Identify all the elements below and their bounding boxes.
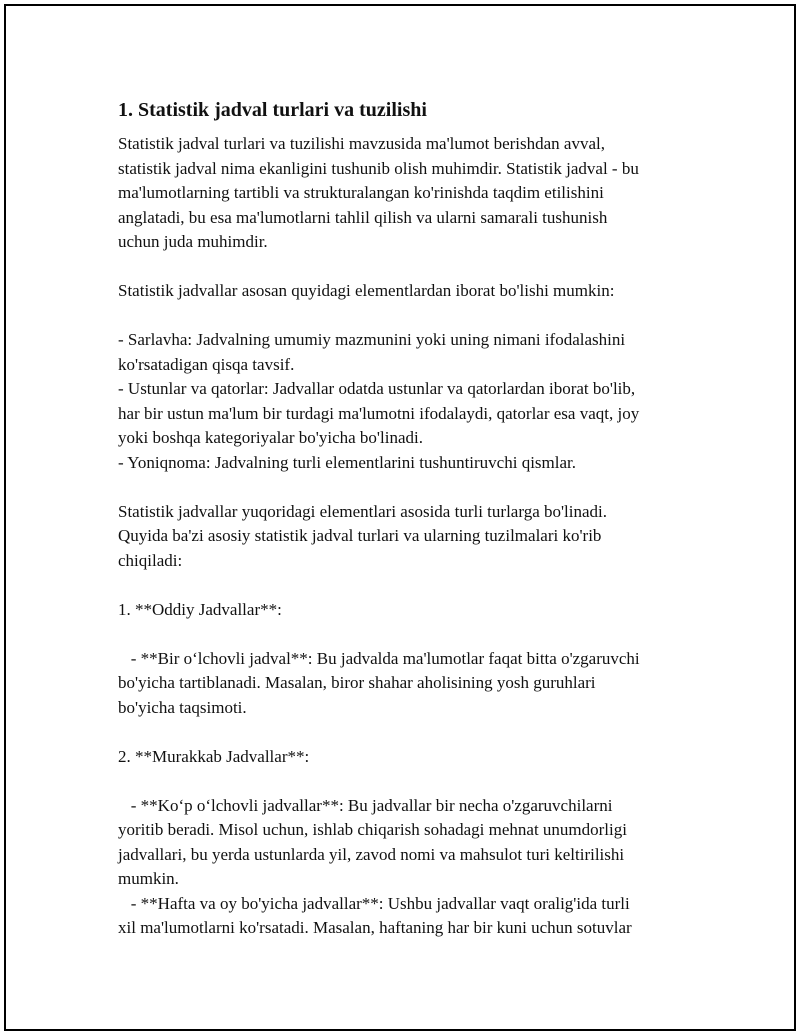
text-line: Statistik jadval turlari va tuzilishi mavzusida ma'lumot berishdan avval, — [118, 134, 605, 153]
text-lines — [118, 132, 698, 941]
text-line — [118, 255, 698, 280]
text-line: yoritib beradi. Misol uchun, ishlab chiqarish sohadagi mehnat unumdorligi — [118, 820, 627, 839]
text-line: har bir ustun ma'lum bir turdagi ma'lumotni ifodalaydi, qatorlar esa vaqt, joy — [118, 403, 640, 423]
text-line: statistik jadval nima ekanligini tushunib olish muhimdir. Statistik jadval - bu — [118, 158, 639, 178]
text-line — [118, 769, 698, 794]
text-line: - Yoniqnoma: Jadvalning turli elementlarini tushuntiruvchi qismlar. — [118, 452, 577, 472]
text-line — [118, 573, 698, 598]
text-line: mumkin. — [118, 869, 179, 888]
text-line: uchun juda muhimdir. — [118, 232, 268, 251]
text-line: bo'yicha taqsimoti. — [118, 697, 247, 717]
text-line: ma'lumotlarning tartibli va strukturalangan ko'rinishda taqdim etilishini — [118, 183, 604, 202]
section-title: 1. Statistik jadval turlari va tuzilishi — [118, 99, 427, 121]
text-line: 2. **Murakkab Jadvallar**: — [118, 746, 310, 766]
text-line: - **Bir o‘lchovli jadval**: Bu jadvalda ma'lumotlar faqat bitta o'zgaruvchi — [118, 648, 640, 668]
text-line — [118, 622, 698, 647]
text-line — [118, 720, 698, 745]
text-line: - Ustunlar va qatorlar: Jadvallar odatda ustunlar va qatorlardan iborat bo'lib, — [118, 379, 636, 398]
text-line: - **Ko‘p o‘lchovli jadvallar**: Bu jadvallar bir necha o'zgaruvchilarni — [118, 795, 613, 815]
text-line: Quyida ba'zi asosiy statistik jadval turlari va ularning tuzilmalari ko'rib — [118, 526, 602, 545]
text-line — [118, 304, 698, 329]
text-line: anglatadi, bu esa ma'lumotlarni tahlil qilish va ularni samarali tushunish — [118, 207, 608, 227]
text-line: yoki boshqa kategoriyalar bo'yicha bo'linadi. — [118, 428, 423, 447]
document-body — [118, 94, 698, 941]
document-page — [4, 4, 796, 1031]
text-line: xil ma'lumotlarni ko'rsatadi. Masalan, haftaning har bir kuni uchun sotuvlar — [118, 918, 632, 937]
text-line: - **Hafta va oy bo'yicha jadvallar**: Ushbu jadvallar vaqt oralig'ida turli — [118, 893, 630, 913]
text-line: jadvallari, bu yerda ustunlarda yil, zavod nomi va mahsulot turi keltirilishi — [118, 844, 625, 864]
text-line: chiqiladi: — [118, 550, 183, 570]
text-line: Statistik jadvallar yuqoridagi elementlari asosida turli turlarga bo'linadi. — [118, 501, 608, 521]
text-line — [118, 475, 698, 500]
text-line: - Sarlavha: Jadvalning umumiy mazmunini yoki uning nimani ifodalashini — [118, 330, 626, 349]
text-line: 1. **Oddiy Jadvallar**: — [118, 599, 282, 619]
text-line: bo'yicha tartiblanadi. Masalan, biror shahar aholisining yosh guruhlari — [118, 673, 596, 692]
text-line: Statistik jadvallar asosan quyidagi elementlardan iborat bo'lishi mumkin: — [118, 281, 615, 300]
text-line: ko'rsatadigan qisqa tavsif. — [118, 354, 295, 374]
